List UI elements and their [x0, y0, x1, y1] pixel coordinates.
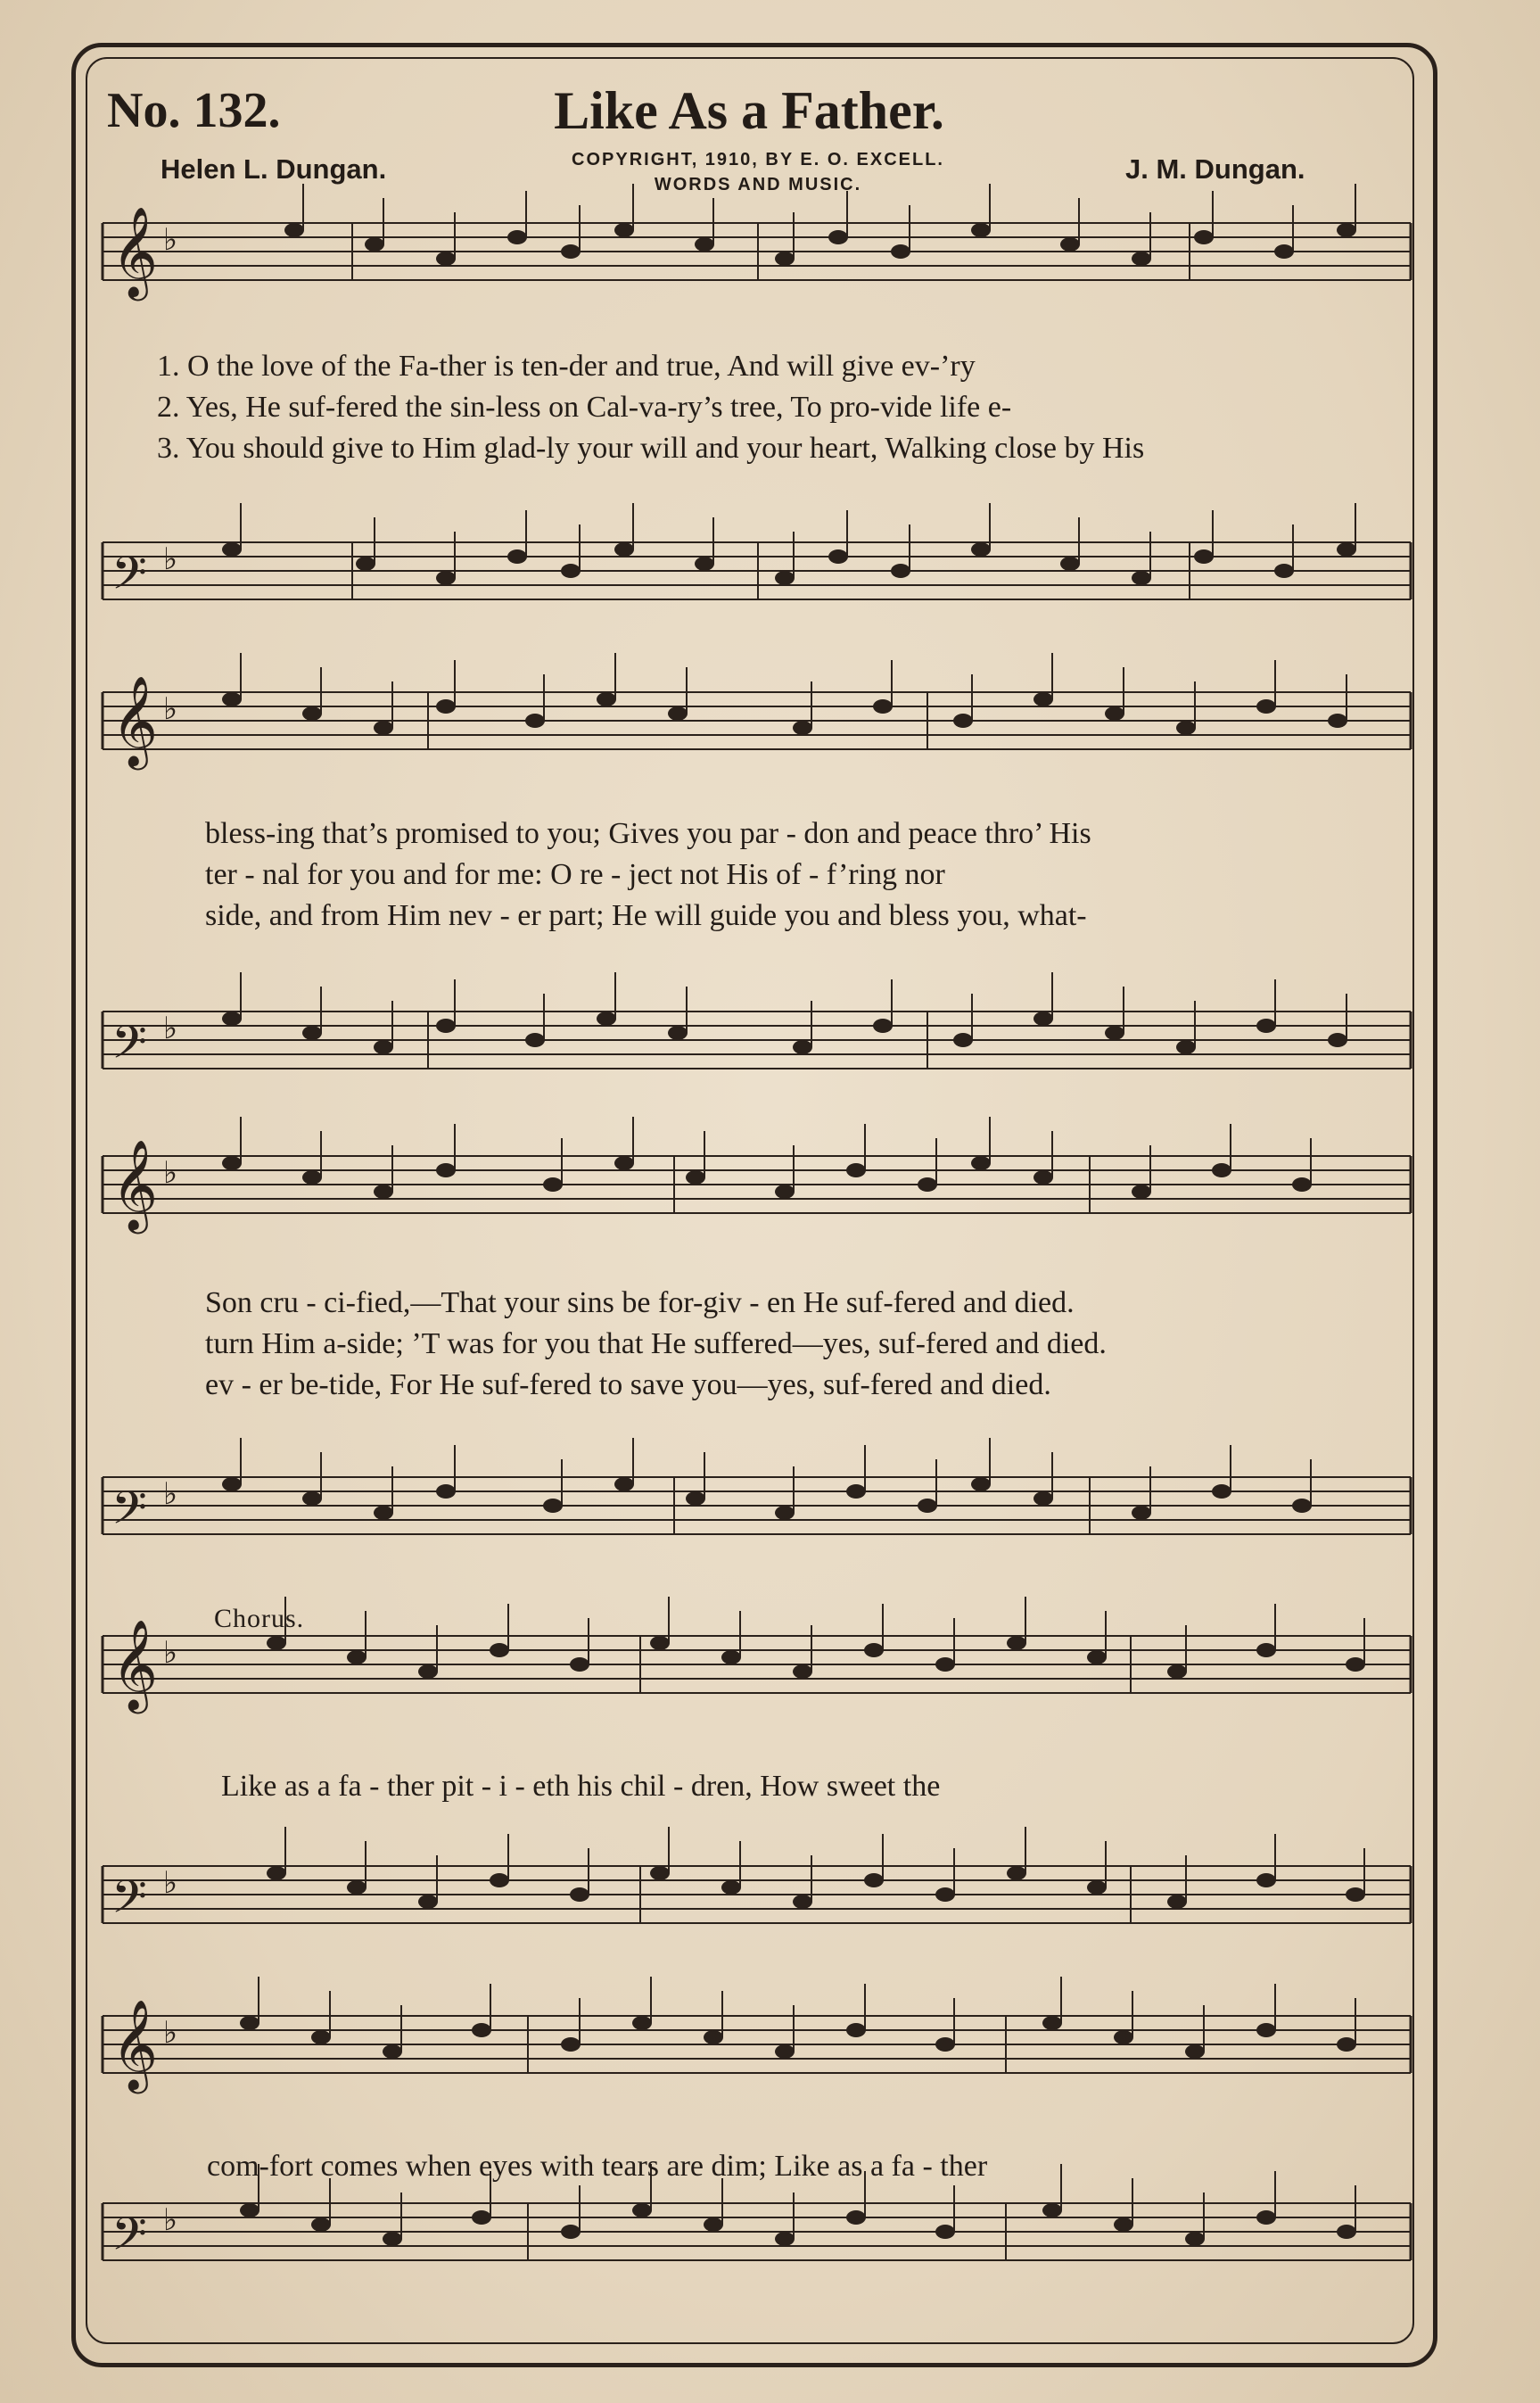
- treble-1-note: [971, 223, 991, 237]
- treble-3-note: [222, 1156, 242, 1170]
- copyright-line: COPYRIGHT, 1910, BY E. O. EXCELL.: [572, 150, 944, 169]
- bass-1-note: [1274, 564, 1294, 578]
- bass-2-note: [953, 1033, 973, 1047]
- bass-c2-note: [935, 2225, 955, 2239]
- treble-2-note: [1328, 714, 1347, 728]
- bass-c1-note: [347, 1880, 366, 1895]
- bass-3-note: [918, 1499, 937, 1513]
- treble-c2-note: [1337, 2037, 1356, 2052]
- treble-3-note: [543, 1177, 563, 1192]
- treble-1-note: [695, 237, 714, 252]
- bass-3-note: [543, 1499, 563, 1513]
- treble-2-note: [302, 706, 322, 721]
- bass-2-note: [1105, 1026, 1124, 1040]
- treble-staff-1-key-flat-icon: ♭: [163, 222, 178, 258]
- bass-c1-note: [1346, 1887, 1365, 1902]
- bass-3-note: [302, 1491, 322, 1506]
- bass-staff-3-clef-icon: 𝄢: [111, 1481, 147, 1546]
- bass-staff-chorus-2-key-flat-icon: ♭: [163, 2202, 178, 2238]
- bass-staff-2-key-flat-icon: ♭: [163, 1011, 178, 1046]
- bass-1-note: [775, 571, 795, 585]
- bass-2-note: [597, 1012, 616, 1026]
- bass-2-note: [1256, 1019, 1276, 1033]
- lyric-verse2-line2: ter - nal for you and for me: O re - ject not His of - f’ring nor: [205, 858, 945, 891]
- bass-staff-chorus-2-clef-icon: 𝄢: [111, 2207, 147, 2272]
- bass-c2-note: [1185, 2232, 1205, 2246]
- bass-2-note: [374, 1040, 393, 1054]
- copyright-words-music: WORDS AND MUSIC.: [654, 175, 862, 194]
- treble-3-note: [374, 1185, 393, 1199]
- bass-c1-note: [1007, 1866, 1026, 1880]
- treble-3-note: [614, 1156, 634, 1170]
- bass-c1-note: [570, 1887, 589, 1902]
- treble-c2-note: [704, 2030, 723, 2044]
- bass-3-note: [846, 1484, 866, 1499]
- bass-c1-note: [418, 1895, 438, 1909]
- bass-c1-note: [267, 1866, 286, 1880]
- bass-c1-note: [1256, 1873, 1276, 1887]
- treble-c2-note: [1256, 2023, 1276, 2037]
- bass-c2-note: [846, 2210, 866, 2225]
- bass-staff-chorus-1-clef-icon: 𝄢: [111, 1870, 147, 1935]
- treble-1-note: [1132, 252, 1151, 266]
- treble-c1-note: [793, 1664, 812, 1679]
- treble-3-note: [775, 1185, 795, 1199]
- bass-c2-note: [704, 2217, 723, 2232]
- treble-2-note: [1176, 721, 1196, 735]
- bass-2-note: [1176, 1040, 1196, 1054]
- bass-c2-note: [1042, 2203, 1062, 2217]
- lyric-verse3-line1: 3. You should give to Him glad-ly your will and your heart, Walking close by His: [157, 432, 1145, 465]
- treble-c2-note: [846, 2023, 866, 2037]
- lyric-verse3-line2: side, and from Him nev - er part; He will guide you and bless you, what-: [205, 899, 1087, 932]
- bass-1-note: [828, 549, 848, 564]
- treble-2-note: [1256, 699, 1276, 714]
- bass-c1-note: [721, 1880, 741, 1895]
- bass-c2-note: [1337, 2225, 1356, 2239]
- treble-c1-note: [267, 1636, 286, 1650]
- lyric-verse1-line2: bless-ing that’s promised to you; Gives you par - don and peace thro’ His: [205, 817, 1091, 850]
- treble-1-note: [1194, 230, 1214, 244]
- treble-c1-note: [347, 1650, 366, 1664]
- bass-1-note: [356, 557, 375, 571]
- bass-1-note: [507, 549, 527, 564]
- bass-3-note: [614, 1477, 634, 1491]
- lyric-verse1-line1: 1. O the love of the Fa-ther is ten-der and true, And will give ev-’ry: [157, 350, 976, 383]
- treble-2-note: [1105, 706, 1124, 721]
- treble-c1-note: [721, 1650, 741, 1664]
- treble-1-note: [614, 223, 634, 237]
- bass-2-note: [222, 1012, 242, 1026]
- bass-c2-note: [561, 2225, 581, 2239]
- bass-2-note: [1034, 1012, 1053, 1026]
- bass-c2-note: [383, 2232, 402, 2246]
- treble-2-note: [374, 721, 393, 735]
- bass-1-note: [1060, 557, 1080, 571]
- lyric-chorus-line1: Like as a fa - ther pit - i - eth his chil - dren, How sweet the: [221, 1770, 941, 1803]
- treble-2-note: [873, 699, 893, 714]
- treble-1-note: [891, 244, 910, 259]
- treble-staff-chorus-2-clef-icon: 𝄞: [111, 1998, 159, 2090]
- treble-3-note: [1034, 1170, 1053, 1185]
- bass-2-note: [668, 1026, 688, 1040]
- treble-2-note: [793, 721, 812, 735]
- lyric-verse2-line1: 2. Yes, He suf-fered the sin-less on Cal-va-ry’s tree, To pro-vide life e-: [157, 391, 1012, 424]
- bass-3-note: [1034, 1491, 1053, 1506]
- treble-2-note: [436, 699, 456, 714]
- bass-2-note: [1328, 1033, 1347, 1047]
- treble-3-note: [436, 1163, 456, 1177]
- treble-c1-note: [1167, 1664, 1187, 1679]
- treble-c1-note: [418, 1664, 438, 1679]
- treble-1-note: [1060, 237, 1080, 252]
- bass-3-note: [222, 1477, 242, 1491]
- treble-3-note: [302, 1170, 322, 1185]
- treble-1-note: [1274, 244, 1294, 259]
- lyric-verse1-line3: Son cru - ci-fied,—That your sins be for-giv - en He suf-fered and died.: [205, 1286, 1075, 1319]
- bass-1-note: [891, 564, 910, 578]
- bass-staff-2-clef-icon: 𝄢: [111, 1015, 147, 1080]
- chorus-label: Chorus.: [214, 1604, 305, 1633]
- treble-1-note: [561, 244, 581, 259]
- treble-c1-note: [650, 1636, 670, 1650]
- treble-staff-2-clef-icon: 𝄞: [111, 674, 159, 766]
- treble-c2-note: [632, 2016, 652, 2030]
- treble-staff-3-key-flat-icon: ♭: [163, 1155, 178, 1191]
- treble-c1-note: [1256, 1643, 1276, 1657]
- bass-c2-note: [1114, 2217, 1133, 2232]
- treble-c2-note: [775, 2044, 795, 2059]
- bass-3-note: [1292, 1499, 1312, 1513]
- treble-c2-note: [240, 2016, 259, 2030]
- bass-1-note: [222, 542, 242, 557]
- hymn-number: No. 132.: [107, 83, 281, 138]
- bass-staff-3-key-flat-icon: ♭: [163, 1476, 178, 1512]
- treble-c2-note: [1114, 2030, 1133, 2044]
- bass-c1-note: [650, 1866, 670, 1880]
- bass-c1-note: [935, 1887, 955, 1902]
- bass-3-note: [775, 1506, 795, 1520]
- treble-staff-chorus-1-key-flat-icon: ♭: [163, 1635, 178, 1671]
- treble-2-note: [222, 692, 242, 706]
- bass-staff-chorus-1-key-flat-icon: ♭: [163, 1865, 178, 1901]
- treble-c1-note: [570, 1657, 589, 1672]
- bass-2-note: [436, 1019, 456, 1033]
- treble-1-note: [1337, 223, 1356, 237]
- treble-3-note: [1292, 1177, 1312, 1192]
- treble-1-note: [828, 230, 848, 244]
- bass-2-note: [873, 1019, 893, 1033]
- treble-staff-chorus-2-key-flat-icon: ♭: [163, 2015, 178, 2051]
- bass-1-note: [561, 564, 581, 578]
- bass-3-note: [436, 1484, 456, 1499]
- bass-1-note: [614, 542, 634, 557]
- bass-3-note: [1212, 1484, 1231, 1499]
- treble-c2-note: [561, 2037, 581, 2052]
- treble-c1-note: [864, 1643, 884, 1657]
- bass-1-note: [436, 571, 456, 585]
- lyric-verse3-line3: ev - er be-tide, For He suf-fered to save you—yes, suf-fered and died.: [205, 1368, 1051, 1401]
- treble-c2-note: [383, 2044, 402, 2059]
- treble-c1-note: [1007, 1636, 1026, 1650]
- treble-3-note: [1132, 1185, 1151, 1199]
- bass-c1-note: [793, 1895, 812, 1909]
- bass-3-note: [971, 1477, 991, 1491]
- treble-staff-chorus-1-clef-icon: 𝄞: [111, 1618, 159, 1710]
- bass-c2-note: [632, 2203, 652, 2217]
- bass-2-note: [525, 1033, 545, 1047]
- lyric-chorus-line2: com-fort comes when eyes with tears are dim; Like as a fa - ther: [207, 2150, 988, 2183]
- treble-1-note: [775, 252, 795, 266]
- bass-2-note: [793, 1040, 812, 1054]
- treble-c2-note: [1185, 2044, 1205, 2059]
- treble-2-note: [668, 706, 688, 721]
- treble-3-note: [1212, 1163, 1231, 1177]
- treble-1-note: [507, 230, 527, 244]
- treble-1-note: [284, 223, 304, 237]
- treble-staff-1-clef-icon: 𝄞: [111, 205, 159, 297]
- treble-2-note: [1034, 692, 1053, 706]
- bass-c2-note: [472, 2210, 491, 2225]
- treble-3-note: [846, 1163, 866, 1177]
- bass-1-note: [971, 542, 991, 557]
- bass-1-note: [695, 557, 714, 571]
- treble-c2-note: [472, 2023, 491, 2037]
- bass-2-note: [302, 1026, 322, 1040]
- treble-staff-3-clef-icon: 𝄞: [111, 1138, 159, 1230]
- bass-staff-1-clef-icon: 𝄢: [111, 546, 147, 611]
- treble-3-note: [971, 1156, 991, 1170]
- bass-3-note: [374, 1506, 393, 1520]
- bass-3-note: [1132, 1506, 1151, 1520]
- bass-c2-note: [240, 2203, 259, 2217]
- bass-c2-note: [775, 2232, 795, 2246]
- treble-c1-note: [1346, 1657, 1365, 1672]
- bass-c2-note: [1256, 2210, 1276, 2225]
- treble-3-note: [686, 1170, 705, 1185]
- bass-c1-note: [864, 1873, 884, 1887]
- treble-c1-note: [1087, 1650, 1107, 1664]
- treble-2-note: [525, 714, 545, 728]
- treble-c1-note: [490, 1643, 509, 1657]
- treble-2-note: [597, 692, 616, 706]
- bass-c1-note: [1087, 1880, 1107, 1895]
- music-author: J. M. Dungan.: [1125, 153, 1305, 185]
- treble-2-note: [953, 714, 973, 728]
- treble-c1-note: [935, 1657, 955, 1672]
- words-author: Helen L. Dungan.: [161, 153, 387, 185]
- bass-staff-1-key-flat-icon: ♭: [163, 541, 178, 577]
- bass-3-note: [686, 1491, 705, 1506]
- treble-c2-note: [1042, 2016, 1062, 2030]
- bass-c2-note: [311, 2217, 331, 2232]
- treble-1-note: [436, 252, 456, 266]
- treble-3-note: [918, 1177, 937, 1192]
- bass-c1-note: [490, 1873, 509, 1887]
- bass-1-note: [1337, 542, 1356, 557]
- treble-c2-note: [311, 2030, 331, 2044]
- bass-1-note: [1132, 571, 1151, 585]
- hymn-title: Like As a Father.: [554, 81, 944, 140]
- treble-1-note: [365, 237, 384, 252]
- treble-staff-2-key-flat-icon: ♭: [163, 691, 178, 727]
- treble-c2-note: [935, 2037, 955, 2052]
- bass-1-note: [1194, 549, 1214, 564]
- bass-c1-note: [1167, 1895, 1187, 1909]
- lyric-verse2-line3: turn Him a-side; ’T was for you that He suffered—yes, suf-fered and died.: [205, 1327, 1107, 1360]
